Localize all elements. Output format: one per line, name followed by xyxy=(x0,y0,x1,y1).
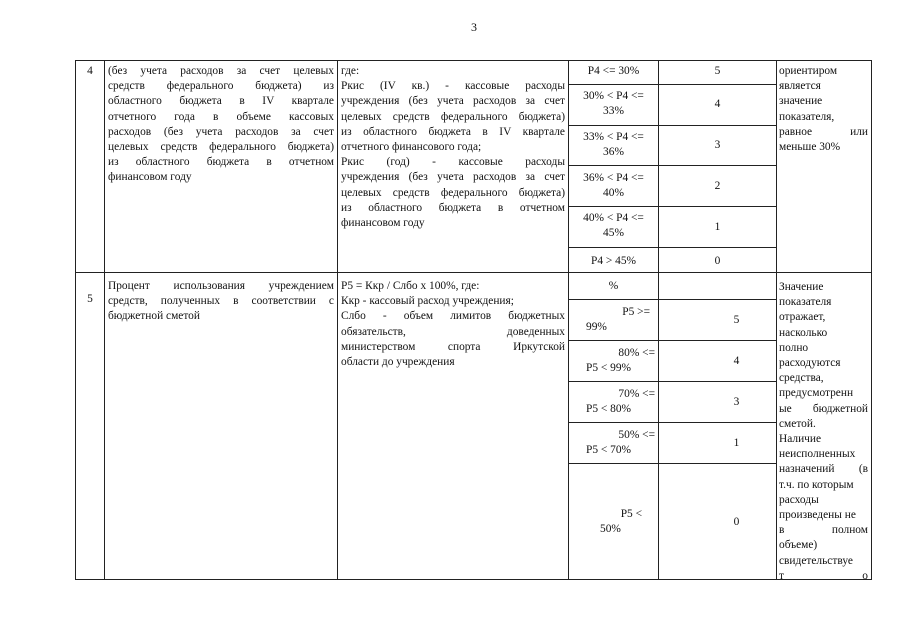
text-line: Р5 >= xyxy=(622,306,650,318)
text-line: неисполненных xyxy=(779,448,856,461)
criteria-divider xyxy=(568,165,776,166)
criterion-score: 5 xyxy=(733,314,740,326)
text-line: 50% xyxy=(600,523,621,536)
text-line: Р5 < xyxy=(620,508,642,520)
text-line: министерством спорта Иркутской xyxy=(341,340,565,353)
text-line: областного бюджета в IV квартале xyxy=(108,95,334,108)
text-line: 99% xyxy=(586,321,607,334)
text-line: предусмотренн xyxy=(779,387,854,400)
text-line: 36% < Р4 <= xyxy=(583,172,644,184)
criterion-score: 3 xyxy=(714,139,721,151)
table-border-right xyxy=(871,60,872,580)
text-line: (без учета расходов за счет целевых xyxy=(108,65,334,77)
criteria-divider xyxy=(568,381,776,382)
text-line: расходы xyxy=(779,493,819,506)
text-line: Ккр - кассовый расход учреждения; xyxy=(341,295,514,308)
text-line: т.ч. по которым xyxy=(779,478,854,491)
table-border-top xyxy=(75,60,872,61)
table-border-left xyxy=(75,60,76,580)
column-divider xyxy=(104,60,105,580)
criterion-range xyxy=(569,254,658,269)
text-line: Р5 < 99% xyxy=(586,362,632,375)
text-line: целевых средств федерального бюджета) xyxy=(341,110,565,123)
criterion-score: 1 xyxy=(714,221,721,233)
text-line: равное или xyxy=(779,125,868,138)
criterion-range xyxy=(586,387,656,417)
text-line: в полном xyxy=(779,524,868,537)
formula-description xyxy=(341,279,565,370)
criterion-score: 4 xyxy=(714,98,721,110)
criteria-divider xyxy=(568,247,776,248)
text-line: Р4 > 45% xyxy=(590,255,637,267)
text-line: Процент использования учреждением xyxy=(108,280,334,292)
text-line: т о xyxy=(779,569,868,582)
criterion-range xyxy=(586,507,656,537)
page-number: 3 xyxy=(471,20,477,34)
text-line: Р5 = Ккр / Слбо х 100%, где: xyxy=(341,280,480,292)
text-line: целевых средств федерального бюджета) xyxy=(108,141,334,154)
text-line: отчетного финансового года; xyxy=(341,141,482,154)
text-line: бюджетной сметой xyxy=(108,310,200,323)
criterion-range xyxy=(586,346,656,376)
criteria-divider xyxy=(568,340,776,341)
text-line: 36% xyxy=(603,146,624,159)
text-line: полно xyxy=(779,341,809,354)
text-line: Ркис (IV кв.) - кассовые расходы xyxy=(341,80,565,93)
text-line: учреждения (без учета расходов за счет xyxy=(341,171,565,184)
text-line: области до учреждения xyxy=(341,356,455,369)
text-line: средств федерального бюджета) из xyxy=(108,80,334,93)
row-number: 5 xyxy=(87,293,93,305)
text-line: из областного бюджета в IV квартале xyxy=(341,125,565,138)
criteria-divider xyxy=(568,299,776,300)
text-line: отчетного года в объеме кассовых xyxy=(108,110,334,123)
text-line: Р5 < 80% xyxy=(586,403,632,416)
text-line: целевых средств федерального бюджета) xyxy=(341,186,565,199)
text-line: является xyxy=(779,80,821,93)
criteria-divider xyxy=(568,84,776,85)
row-number: 4 xyxy=(87,65,93,77)
text-line: из областного бюджета в отчетном xyxy=(108,156,334,169)
unit-label: % xyxy=(608,280,619,292)
criterion-range xyxy=(569,211,658,241)
text-line: 70% <= xyxy=(618,388,655,400)
criterion-score: 2 xyxy=(714,180,721,192)
text-line: ориентиром xyxy=(779,65,838,77)
criterion-score: 3 xyxy=(733,396,740,408)
text-line: произведены не xyxy=(779,509,856,522)
text-line: 45% xyxy=(603,227,624,240)
text-line: Наличие xyxy=(779,433,822,446)
criteria-divider xyxy=(568,206,776,207)
formula-description xyxy=(341,64,565,231)
criteria-divider xyxy=(568,125,776,126)
column-divider xyxy=(337,60,338,580)
text-line: меньше 30% xyxy=(779,141,841,154)
text-line: 33% xyxy=(603,105,624,118)
text-line: свидетельствуе xyxy=(779,554,853,567)
criterion-score: 0 xyxy=(714,255,721,267)
text-line: расходуются xyxy=(779,357,841,370)
text-line: значение xyxy=(779,95,823,108)
criterion-score: 1 xyxy=(733,437,740,449)
criterion-range xyxy=(586,305,656,335)
indicator-description xyxy=(108,279,334,325)
table-row-divider xyxy=(75,272,872,273)
criteria-divider xyxy=(568,422,776,423)
text-line: Р5 < 70% xyxy=(586,444,632,457)
text-line: показателя, xyxy=(779,110,835,123)
text-line: 50% <= xyxy=(618,429,655,441)
criterion-range xyxy=(586,428,656,458)
text-line: обязательств, доведенных xyxy=(341,325,565,338)
table-border-bottom xyxy=(75,579,872,580)
text-line: расходов (без учета расходов за счет xyxy=(108,125,334,138)
criteria-divider xyxy=(568,463,776,464)
text-line: где: xyxy=(341,65,360,77)
criterion-range xyxy=(569,130,658,160)
text-line: Слбо - объем лимитов бюджетных xyxy=(341,310,565,323)
text-line: объеме) xyxy=(779,539,818,552)
text-line: показателя xyxy=(779,296,832,309)
text-line: Значение xyxy=(779,281,824,293)
text-line: средства, xyxy=(779,372,824,385)
criterion-range xyxy=(569,89,658,119)
criterion-score: 5 xyxy=(714,65,721,77)
criterion-range xyxy=(569,171,658,201)
text-line: 40% < Р4 <= xyxy=(583,212,644,224)
text-line: 30% < Р4 <= xyxy=(583,90,644,102)
text-line: 80% <= xyxy=(618,347,655,359)
text-line: насколько xyxy=(779,326,828,339)
text-line: средств, полученных в соответствии с xyxy=(108,295,334,308)
text-line: ые бюджетной xyxy=(779,402,868,415)
text-line: из областного бюджета в отчетном xyxy=(341,201,565,214)
text-line: назначений (в xyxy=(779,463,868,476)
indicator-note xyxy=(779,280,868,584)
text-line: финансовом году xyxy=(108,171,192,184)
criterion-score: 4 xyxy=(733,355,740,367)
text-line: отражает, xyxy=(779,311,826,324)
criterion-range xyxy=(569,64,658,79)
text-line: 40% xyxy=(603,187,624,200)
text-line: Р4 <= 30% xyxy=(587,65,640,77)
indicator-description xyxy=(108,64,334,186)
indicator-note xyxy=(779,64,868,155)
criterion-score: 0 xyxy=(733,516,740,528)
text-line: сметой. xyxy=(779,417,816,430)
text-line: учреждения (без учета расходов за счет xyxy=(341,95,565,108)
text-line: 33% < Р4 <= xyxy=(583,131,644,143)
text-line: Ркис (год) - кассовые расходы xyxy=(341,156,565,169)
text-line: финансовом году xyxy=(341,217,425,230)
